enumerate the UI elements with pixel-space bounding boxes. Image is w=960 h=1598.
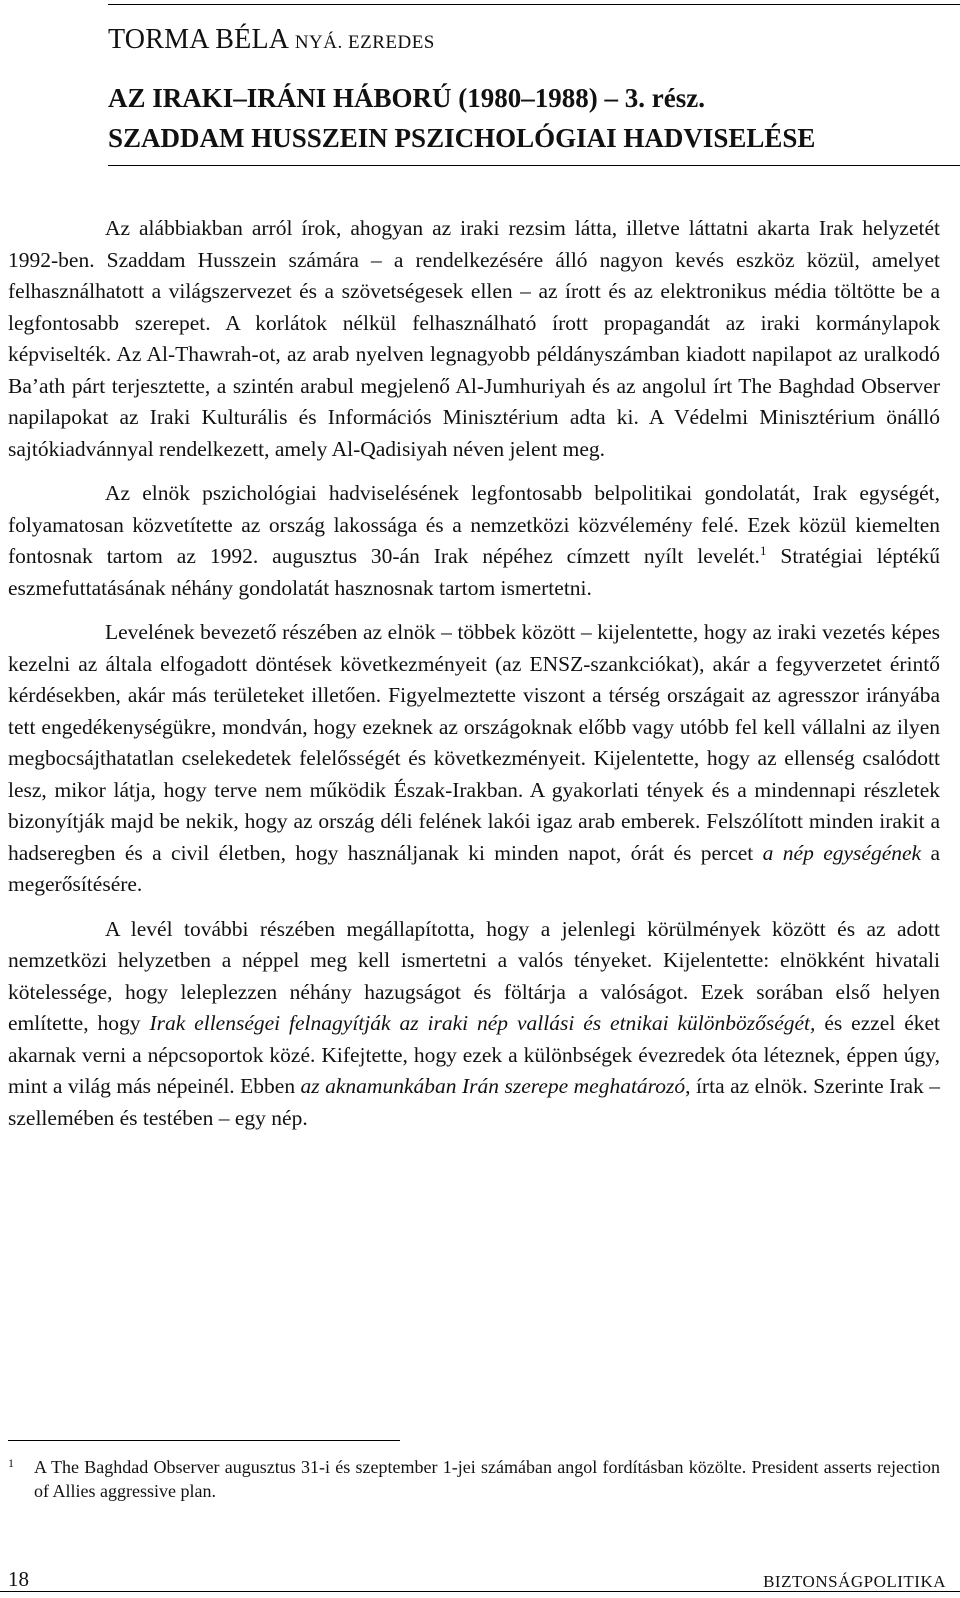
footnote-reference: 1 (759, 542, 767, 558)
footnote (8, 1455, 940, 1503)
paragraph-4-emphasis-1: Irak ellenségei felnagyítják az iraki nép vallási és etnikai különbözőségét, (149, 1011, 816, 1035)
paragraph-4-text-b: és ezzel éket akarnak verni a népcsoportok közé. Kifejtette, hogy ezek a különbségek évezredek óta léteznek, éppen úgy, mint a világ más népeinél. Ebben (8, 1011, 941, 1098)
bottom-rule (0, 1591, 960, 1592)
paragraph-3 (8, 617, 940, 901)
footnote-rule (8, 1440, 400, 1441)
page-number: 18 (8, 1567, 29, 1591)
footnote-text: A The Baghdad Observer augusztus 31-i és szeptember 1-jei számában angol fordításban közölte. President asserts rejection of Allies aggressive plan. (34, 1457, 940, 1501)
paragraph-4 (8, 914, 940, 1135)
paragraph-3-emphasis: a nép egységének (762, 840, 922, 865)
top-rule (108, 4, 960, 5)
author-rank: NYÁ. EZREDES (294, 32, 435, 53)
paragraph-2 (8, 478, 940, 604)
paragraph-4-text-a: A levél további részében megállapította, hogy a jelenlegi körülmények között és az adott nemzetközi helyzetben a néppel meg kell ismertetni a valós tényeket. Kijelentette: elnökként hivatali kötelessége, hogy leleplezzen néhány hazugságot és föltárja a valóságot. Ezek sorában első helyen említette, hogy (8, 916, 940, 1035)
title-rule (108, 165, 960, 166)
paragraph-2-text-b: Stratégiai léptékű eszmefuttatásának néhány gondolatát hasznosnak tartom ismertetni. (8, 544, 940, 600)
title-line-1: AZ IRAKI–IRÁNI HÁBORÚ (1980–1988) – 3. rész. (108, 83, 705, 113)
title-line-2: SZADDAM HUSSZEIN PSZICHOLÓGIAI HADVISELÉSE (108, 123, 816, 153)
paragraph-4-text-c: , írta az elnök. Szerinte Irak – szellemében és testében – egy nép. (8, 1074, 940, 1130)
author-name: TORMA BÉLA (108, 24, 288, 55)
article-body (8, 213, 940, 1147)
paragraph-4-emphasis-2: az aknamunkában Irán szerepe meghatározó (300, 1074, 686, 1098)
paragraph-3-text-b: a megerősítésére. (8, 840, 940, 896)
paragraph-3-text-a: Levelének bevezető részében az elnök – többek között – kijelentette, hogy az iraki vezetés képes kezelni az általa elfogadott döntések következményeit (az ENSZ-szankciókat), akár a fegyverzetet érintő kérdésekben, akár más területeket illetően. Figyelmeztette viszont a térség országait az agresszor irányába tett engedékenységükre, mondván, hogy ezeknek az országoknak előbb vagy utóbb fel kell vállalni az ilyen megbocsájthatatlan cselekedetek felelősségét és következményeit. Kijelentette, hogy az ellenség csalódott lesz, mikor látja, hogy terve nem működik Észak-Irakban. A gyakorlati tények és a mindennapi részletek bizonyítják majd be nekik, hogy az ország déli felének lakói igaz arab emberek. Felszólított minden irakit a hadseregben és a civil életben, hogy használjanak ki minden napot, órát és percet (8, 620, 940, 865)
paragraph-1: Az alábbiakban arról írok, ahogyan az iraki rezsim látta, illetve láttatni akarta Irak helyzetét 1992-ben. Szaddam Husszein számára – a rendelkezésére álló nagyon kevés eszköz közül, amelyet felhasználhatott a világszervezet és a szövetségesek ellen – az írott és az elektronikus média töltötte be a legfontosabb szerepet. A korlátok nélkül felhasználható írott propagandát az iraki kormánylapok képviselték. Az Al-Thawrah-ot, az arab nyelven legnagyobb példányszámban kiadott napilapot az uralkodó Ba’ath párt terjesztette, a szintén arabul megjelenő Al-Jumhuriyah és az angolul írt The Baghdad Observer napilapokat az Iraki Kulturális és Információs Minisztérium adta ki. A Védelmi Minisztérium önálló sajtókiadvánnyal rendelkezett, amely Al-Qadisiyah néven jelent meg. (8, 216, 940, 461)
journal-name: BIZTONSÁGPOLITIKA (763, 1572, 946, 1591)
author-line (108, 24, 435, 56)
article-title (108, 78, 815, 158)
paragraph-2-text-a: Az elnök pszichológiai hadviselésének legfontosabb belpolitikai gondolatát, Irak egységét, folyamatosan közvetítette az ország lakossága és a nemzetközi közvélemény felé. Ezek közül kiemelten fontosnak tartom az 1992. augusztus 30-án Irak népéhez címzett nyílt levelét. (8, 481, 940, 568)
footnote-number: 1 (8, 1456, 14, 1470)
